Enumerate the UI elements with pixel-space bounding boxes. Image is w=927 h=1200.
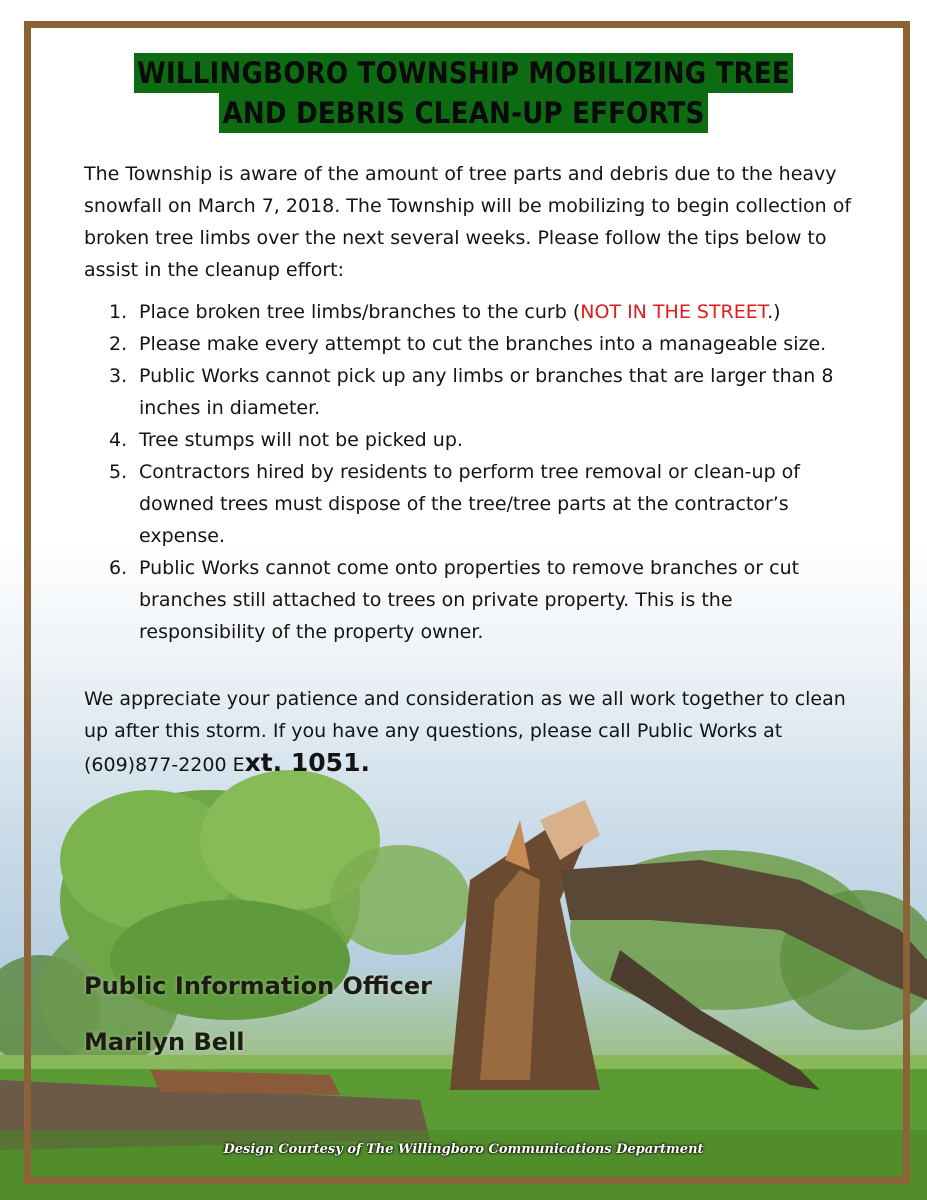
item-suffix: .) [767, 301, 781, 323]
item-number: 1. [109, 301, 128, 323]
list-item [84, 424, 844, 456]
item-number: 5. [109, 461, 128, 483]
list-item [84, 552, 844, 648]
item-text: Place broken tree limbs/branches to the curb ( [139, 301, 581, 323]
list-item [84, 456, 844, 552]
headline [0, 53, 927, 133]
headline-line-2: AND DEBRIS CLEAN-UP EFFORTS [219, 93, 707, 133]
design-credit: Design Courtesy of The Willingboro Communications Department [223, 1142, 704, 1157]
list-item [84, 328, 844, 360]
item-number: 6. [109, 557, 128, 579]
closing-paragraph [84, 683, 874, 781]
phone-extension: xt. 1051. [244, 748, 370, 777]
street-warning: NOT IN THE STREET [580, 301, 768, 323]
item-number: 4. [109, 429, 128, 451]
tips-list [84, 296, 844, 648]
item-text: Please make every attempt to cut the branches into a manageable size. [139, 333, 827, 355]
item-text: Contractors hired by residents to perform tree removal or clean-up of downed trees must dispose of the tree/tree parts at the contractor’s expense. [139, 461, 800, 547]
intro-paragraph: The Township is aware of the amount of tree parts and debris due to the heavy snowfall on March 7, 2018. The Township will be mobilizing to begin collection of broken tree limbs over the next several weeks. Please follow the tips below to assist in the cleanup effort: [84, 163, 852, 281]
headline-line-1: WILLINGBORO TOWNSHIP MOBILIZING TREE [134, 53, 793, 93]
item-text: Public Works cannot pick up any limbs or branches that are larger than 8 inches in diameter. [139, 365, 834, 419]
list-item [84, 296, 844, 328]
officer-title: Public Information Officer [84, 972, 433, 1000]
closing-text: We appreciate your patience and consideration as we all work together to clean up after this storm. If you have any questions, please call Public Works at (609)877-2200 E [84, 688, 846, 776]
item-number: 3. [109, 365, 128, 387]
item-text: Tree stumps will not be picked up. [139, 429, 463, 451]
officer-name: Marilyn Bell [84, 1028, 245, 1056]
item-text: Public Works cannot come onto properties to remove branches or cut branches still attached to trees on private property. This is the responsibility of the property owner. [139, 557, 800, 643]
item-number: 2. [109, 333, 128, 355]
list-item [84, 360, 844, 424]
